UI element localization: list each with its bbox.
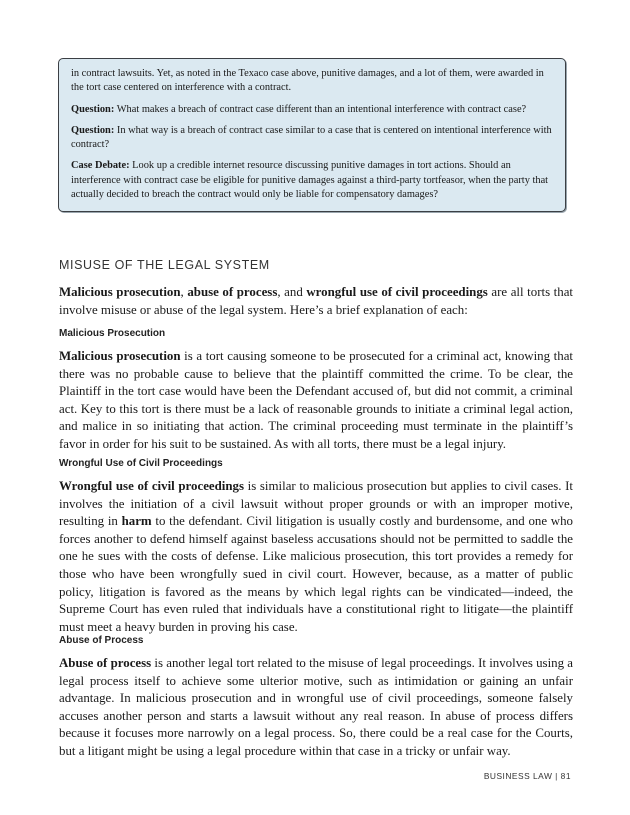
question-label: Question: [71,103,115,115]
case-debate [71,159,553,202]
callout-paragraph [71,67,553,96]
case-debate-text: Look up a credible internet resource discussing punitive damages in tort actions. Should an interference with contract case be eligible for punitive damages against a third-party tortfeasor, when the party that actually decided to breach the contract would only be liable for compensatory damages? [71,160,549,201]
subhead-abuse-of-process: Abuse of Process [59,635,144,646]
section-heading: MISUSE OF THE LEGAL SYSTEM [59,258,270,272]
intro-separator: , and [277,285,307,299]
term-abuse-of-process: abuse of process [187,285,278,299]
question-text: What makes a breach of contract case different than an intentional interference with contract case? [114,103,527,115]
paragraph-wrongful-use [59,478,573,636]
question-1 [71,103,553,117]
question-2 [71,124,553,153]
paragraph-text: is another legal tort related to the misuse of legal proceedings. It involves using a legal process itself to achieve some ulterior motive, such as intimidation or gaining an unfair advantage. In malicious prosecution and in wrongful use of civil proceedings, someone falsely accuses another person and starts a lawsuit without any real reason. In abuse of process differs because it focuses more narrowly on a legal process. So, there could be a real case for the Courts, but a litigant might be using a legal procedure within that case in a tricky or unfair way. [59,656,573,758]
callout-box [58,58,566,212]
callout-text: in contract lawsuits. Yet, as noted in the Texaco case above, punitive damages, and a lot of them, were awarded in the tort case centered on interference with a contract. [71,68,544,94]
paragraph-text: to the defendant. Civil litigation is usually costly and burdensome, and one who forces another to defend himself against baseless accusations should not be permitted to saddle the one he sues with the costs of defense. Like malicious prosecution, this tort provides a remedy for those who have been wrongfully sued in civil court. However, because, as a matter of public policy, litigation is favored as the means by which legal rights can be vindicated—indeed, the Supreme Court has even ruled that individuals have a constitutional right to litigate—the plaintiff must meet a heavy burden in proving his case. [59,514,573,634]
term-malicious-prosecution: Malicious prosecution [59,285,181,299]
case-debate-label: Case Debate: [71,160,130,172]
section-intro [59,284,573,319]
paragraph-text: is similar to malicious prosecution but applies to civil cases. It involves the initiation of a civil lawsuit without proper grounds or with an improper motive, resulting in [59,479,573,529]
term-wrongful-use: wrongful use of civil proceedings [306,285,488,299]
term: Abuse of process [59,656,152,670]
question-label: Question: [71,124,115,136]
term: Malicious prosecution [59,349,181,363]
intro-text: are all torts that involve misuse or abuse of the legal system. Here’s a brief explanation of each: [59,285,574,317]
question-text: In what way is a breach of contract case similar to a case that is centered on intentional interference with contract? [71,124,552,151]
intro-separator: , [180,285,188,299]
term: Wrongful use of civil proceedings [59,479,245,493]
page-footer: BUSINESS LAW | 81 [483,771,571,781]
paragraph-text: is a tort causing someone to be prosecuted for a criminal act, knowing that there was no probable cause to believe that the plaintiff committed the crime. To be clear, the Plaintiff in the tort case would have been the Defendant accused of, but did not commit, a criminal act. Key to this tort is there must be a lack of reasonable grounds to initiate a criminal legal action, and malice in so initiating that action. The criminal proceeding must terminate in the plaintiff’s favor in order for his suit to be sustained. As with all torts, there must be a legal injury. [59,349,573,451]
paragraph-malicious-prosecution [59,348,573,454]
subhead-malicious-prosecution: Malicious Prosecution [59,328,166,339]
term-harm: harm [121,514,152,529]
paragraph-abuse-of-process [59,655,573,761]
subhead-wrongful-use: Wrongful Use of Civil Proceedings [59,458,223,469]
